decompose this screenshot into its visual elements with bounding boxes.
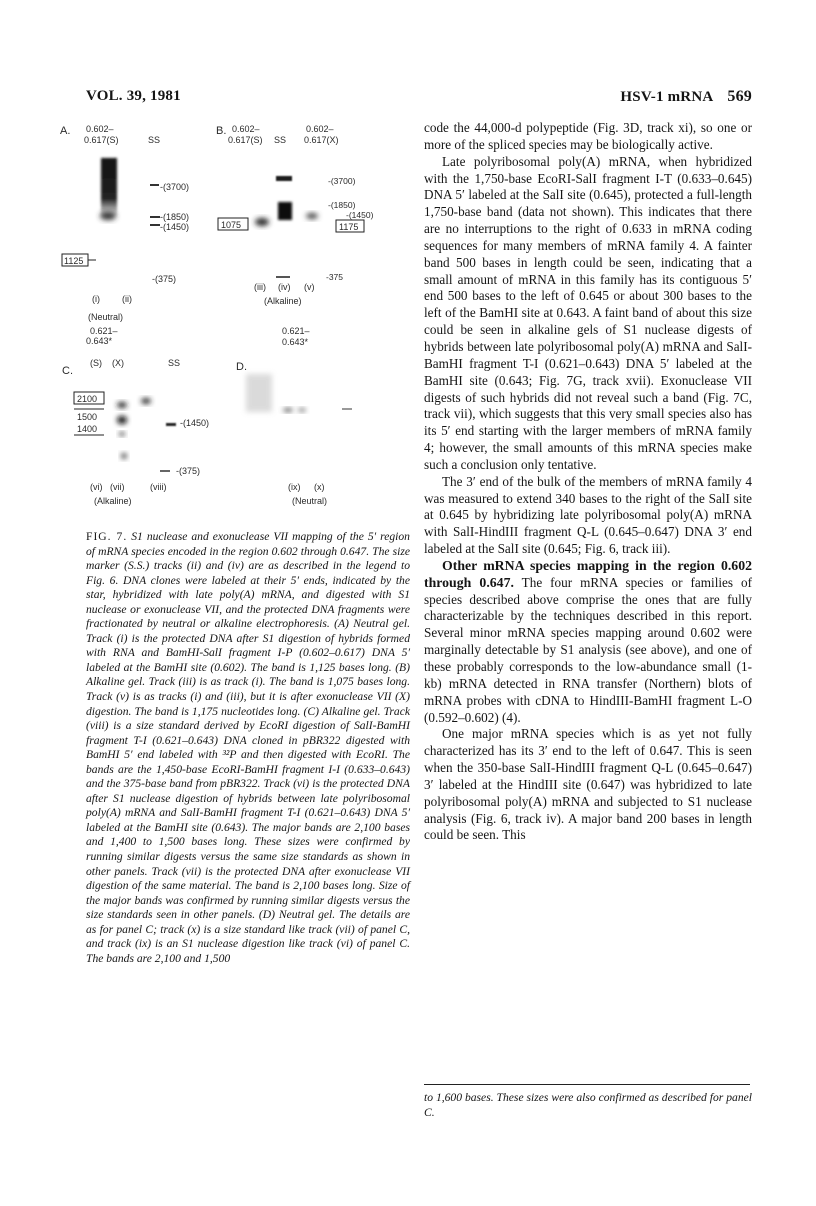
panel-c-lane-head-1: 0.621– [90,326,118,336]
panel-c-gel-type: (Alkaline) [94,496,132,506]
panel-b [216,124,374,306]
running-head [86,88,752,110]
paragraph-4-text: The four mRNA species or families of species described above comprise the ones that are fully characterizable by the techniques described in this report. Several minor mRNA species mapping around 0.602 were marginally detectable by S1 analysis (see above), and one of these probably corresponds to the low-abundance small (1-kb) mRNA detected in RNA transfer (Northern) blots of mRNA probes with cDNA to HindIII-BamHI fragment L-O (0.592–0.602) (4). [424,574,752,725]
panel-c-band-vi-low [121,453,127,459]
panel-b-band-box-1075-label: 1075 [221,220,242,230]
paragraph-4 [424,558,752,726]
panel-d-track-x: (x) [314,482,325,492]
panel-b-band-375 [276,276,290,278]
panel-b-band-1175 [306,213,318,219]
panel-d-band-2100 [283,408,293,412]
panel-b-track-iv: (iv) [278,282,291,292]
panel-d-marker-lane [246,374,272,412]
panel-a-gel-type: (Neutral) [88,312,124,322]
panel-c-track-vii: (vii) [110,482,125,492]
running-title: HSV-1 mRNA [620,89,714,105]
panel-c-band-vii-2100 [141,398,151,404]
panel-a-lane-head-1: 0.602– [86,124,114,134]
panel-a [60,124,189,322]
panel-c-band-vi-2100 [117,402,127,408]
panel-a-lane-head-2: 0.617(S) [84,135,119,145]
body-text-column [424,120,752,844]
panel-c-band-viii-375 [160,470,170,472]
panel-d-lane-head-1: 0.621– [282,326,310,336]
paragraph-2: Late polyribosomal poly(A) mRNA, when hybridized with the 1,750-base EcoRI-SalI fragment I-T (0.633–0.645) DNA 5′ labeled at the SalI site (0.645), protected a full-length 1,750-base band (data not shown). This indicates that there are no interruptions to the right of 0.633 in mRNA coding sequences for many members of mRNA family 4. A fainter band 500 bases in length could be seen, indicating that a small amount of mRNA in this family has its contiguous 5′ end 500 bases to the left of 0.645 or about 300 bases to the left of the BamHI site at 0.643. A faint band of about this size could be seen in alkaline gels of S1 nuclease digests of hybrids between late polyribosomal poly(A) mRNA and SalI-BamHI fragment T-I (0.621–0.643) DNA 5′ labeled at the BamHI site (0.643; Fig. 7G, track xvii). Exonuclease VII digests of such hybrids did not reveal such a band (Fig. 7C, track vii), which suggests that this very small species also has its 5′ end starting with the larger members of mRNA family 4; however, the small amounts of this mRNA species make such a conclusion only tentative. [424,153,752,472]
panel-a-marker-band-3 [150,224,160,226]
panel-d-gel-type: (Neutral) [292,496,328,506]
panel-a-track-i: (i) [92,294,100,304]
panel-b-lane-head-5: 0.617(X) [304,135,339,145]
panel-a-marker-band-1 [150,184,159,186]
panel-d-letter: D. [236,361,247,373]
panel-c-band-vi-1400 [119,432,125,436]
panel-a-band-box-label: 1125 [64,256,84,266]
panel-a-band-lower [100,212,116,220]
panel-b-track-iii: (iii) [254,282,266,292]
panel-a-marker-1850: -(1850) [160,212,190,222]
panel-b-track-v: (v) [304,282,315,292]
page-number: 569 [727,88,752,105]
figure-number: FIG. 7. [86,530,128,543]
panel-c-track-vi: (vi) [90,482,103,492]
panel-c-lane-head-5: SS [168,358,181,368]
paragraph-5: One major mRNA species which is as yet not fully characterized has its 3′ end to the left of 0.647. This is seen when the 350-base SalI-HindIII fragment Q-L (0.645–0.647) 3′ labeled at the HindIII site (0.647) was hybridized to late polyribosomal poly(A) mRNA and subjected to S1 nuclease analysis (Fig. 6, track iv). A major band 200 bases in length could be seen. This [424,726,752,843]
journal-volume: VOL. 39, 1981 [86,88,181,104]
panel-c-track-viii: (viii) [150,482,167,492]
panel-a-smear-band [101,158,117,216]
panel-b-band-box-1175-label: 1175 [339,222,359,232]
panel-b-marker-3700: -(3700) [328,176,356,186]
panel-a-marker-band-2 [150,216,160,218]
panel-b-lane-head-1: 0.602– [232,124,260,134]
section-heading: Other mRNA species mapping in the region 0.602 through 0.647. [424,557,752,590]
figure-7 [50,118,410,528]
panel-c-lane-head-3: (S) [90,358,102,368]
panel-a-marker-1450: -(1450) [160,222,190,232]
panel-d-band-1500 [298,408,306,412]
panel-b-lane-head-3: SS [274,135,287,145]
panel-b-letter: B. [216,125,227,137]
panel-d [236,326,352,506]
figure-caption-text: S1 nuclease and exonuclease VII mapping of the 5′ region of mRNA species encoded in the region 0.602 through 0.647. The size marker (S.S.) tracks (ii) and (iv) are as described in the legend to Fig. 6. DNA clones were labeled at their 5′ ends, indicated by the star, hybridized with late poly(A) mRNA, and digested with S1 nuclease or exonuclease VII, and the protected DNA fragments were fractionated by neutral or alkaline electrophoresis. (A) Neutral gel. Track (i) is the protected DNA after S1 digestion of hybrids formed with RNA and BamHI-SalI fragment I-P (0.602–0.617) DNA 5′ labeled at the BamHI site (0.602). The band is 1,125 bases long. (B) Alkaline gel. Track (iii) is as track (i). The band is 1,075 bases long. Track (v) is as tracks (i) and (iii), but it is after exonuclease VII (X) digestion. The band is 1,175 nucleotides long. (C) Alkaline gel. Track (viii) is a size standard derived by EcoRI digestion of SalI-BamHI fragment T-I (0.621–0.643) DNA cloned in pBR322 digested with BamHI 5′ end labeled with ³²P and then digested with EcoRI. The bands are the 1,450-base EcoRI-BamHI fragment I-I (0.633–0.643) and the 375-base band from pBR322. Track (vi) is the protected DNA after S1 nuclease digestion of hybrids between late polyribosomal poly(A) mRNA and SalI-BamHI fragment T-I (0.621–0.643) DNA 5′ labeled at the BamHI site (0.643). The major bands are 2,100 bases and 1,400 to 1,500 bases long. These sizes were confirmed by running similar digests versus the same size standards as shown in other panels. Track (vii) is the protected DNA after exonuclease VII digestion of the same material. The band is 2,100 bases long. Size of the major bands was confirmed by running similar digests versus the size standards seen in other panels. (D) Neutral gel. The details are as for panel C; track (x) is a size standard like track (vii) of panel C, and track (ix) is an S1 nuclease digestion like track (vi) of panel C. The bands are 2,100 and 1,500 [86,530,410,965]
panel-a-lane-head-3: SS [148,135,161,145]
paragraph-3: The 3′ end of the bulk of the members of mRNA family 4 was measured to extend 340 bases to the right of the SalI site at 0.645 by hybridizing late polyribosomal poly(A) mRNA with SalI-HindIII fragment Q-L (0.645–0.647) DNA 3′ end labeled at the SalI site (0.645; Fig. 6, track iii). [424,473,752,557]
panel-d-track-ix: (ix) [288,482,301,492]
panel-b-lane-head-4: 0.602– [306,124,334,134]
footnote-divider [424,1084,750,1085]
panel-d-faint-band [342,408,352,410]
panel-c-marker-375: -(375) [176,466,201,476]
running-title-block [620,88,752,106]
panel-c-letter: C. [62,365,73,377]
panel-c-lane-head-2: 0.643* [86,336,113,346]
panel-c-band-box-1500-label: 1500 [77,412,98,422]
panel-c-band-viii-1450 [166,423,176,426]
caption-continuation: to 1,600 bases. These sizes were also confirmed as described for panel C. [424,1091,752,1119]
panel-b-marker-1850: -(1850) [328,200,356,210]
panel-c-lane-head-4: (X) [112,358,124,368]
panel-a-letter: A. [60,125,71,137]
panel-c [62,326,209,506]
panel-b-band-dense [278,202,292,220]
panel-b-lane-head-2: 0.617(S) [228,135,263,145]
panel-a-marker-3700: -(3700) [160,182,190,192]
panel-a-track-ii: (ii) [122,294,132,304]
figure-7-gels [50,118,410,528]
panel-b-marker-375: -375 [326,272,344,282]
paragraph-1: code the 44,000-d polypeptide (Fig. 3D, track xi), so one or more of the spliced species may be biologically active. [424,120,752,152]
panel-c-band-vi-1500 [117,416,127,424]
panel-b-marker-1450: -(1450) [346,210,374,220]
panel-c-band-box-2100-label: 2100 [77,394,98,404]
panel-b-band-1075 [255,218,269,226]
panel-a-marker-375: -(375) [152,274,177,284]
panel-b-band-upper [276,176,292,181]
figure-caption [86,530,410,966]
panel-b-gel-type: (Alkaline) [264,296,302,306]
panel-d-lane-head-2: 0.643* [282,337,309,347]
panel-c-band-box-1400-label: 1400 [77,424,98,434]
panel-c-marker-1450: -(1450) [180,418,210,428]
